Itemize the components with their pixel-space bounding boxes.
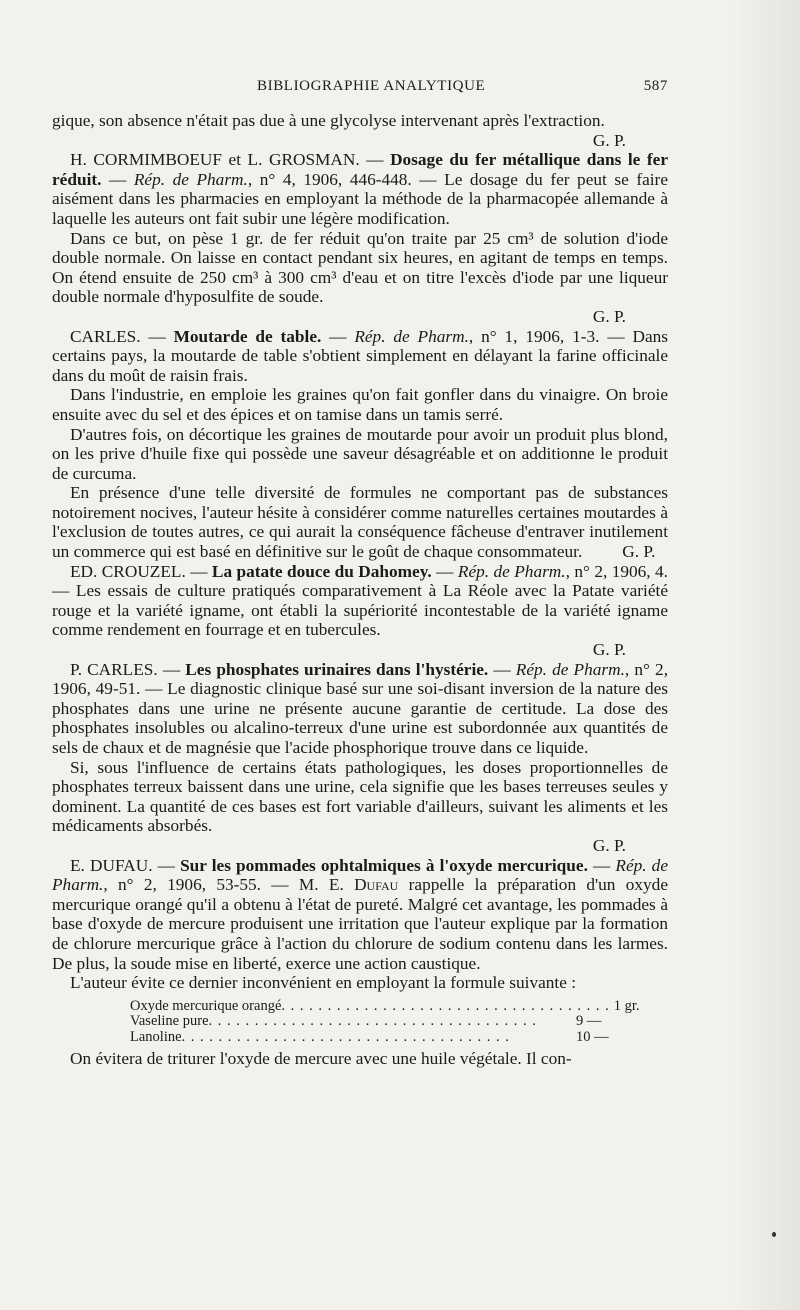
leader-dots: . . . . . . . . . . . . . . . . . . . . . . . . . . . . . . . . . . . .: [181, 1028, 510, 1045]
article-paragraph: [52, 483, 668, 561]
journal-ref: Rép. de Pharm.: [457, 561, 566, 581]
journal-ref: Rép. de Pharm.: [515, 659, 625, 679]
ingredient-name: Vaseline pure: [130, 1013, 209, 1030]
article-paragraph: Si, sous l'influence de certains états pathologiques, les doses proportionnelles de phosphates terreux baissent dans une urine, cela signifie que les bases terreuses seules y dominent. La quantité de ces bases est fort variable d'ailleurs, suivant les aliments et les médicaments absorbés.: [52, 757, 668, 836]
separator: —: [321, 326, 355, 346]
signature: G. P.: [592, 835, 626, 855]
journal-issue: , n° 2, 1906, 49-51. —: [52, 659, 669, 699]
separator: —: [101, 169, 134, 189]
formula-row: [130, 997, 640, 1015]
separator: —: [488, 659, 516, 679]
running-title: BIBLIOGRAPHIE ANALYTIQUE: [257, 78, 486, 94]
article-carles-moutarde: [52, 327, 668, 386]
article-title: La patate douce du Dahomey.: [211, 561, 432, 581]
article-text: Les essais de culture pratiqués comparativement à La Réole avec la Patate variété rouge et la variété igname, ont établi la supériorité incontestable de la variété igname comme rendement en fourrage et en tubercules.: [52, 581, 668, 640]
ink-speck: [772, 1232, 776, 1237]
article-author: E. DUFAU. —: [70, 855, 181, 875]
article-text: En présence d'une telle diversité de formules ne comportant pas de substances notoirement nocives, l'auteur hésite à considérer comme naturelles certaines moutardes à l'exclusion de toutes autres, ce qui aurait la conséquence fâcheuse d'entraver inutilement un commerce qui est basé en définitive sur le goût de chaque consommateur.: [52, 483, 668, 562]
journal-issue: , n° 1, 1906, 1-3. —: [468, 326, 633, 346]
journal-issue: , n° 2, 1906, 4. —: [52, 561, 668, 601]
article-author: H. CORMIMBOEUF et L. GROSMAN. —: [70, 150, 391, 170]
article-author: CARLES. —: [70, 326, 174, 346]
signature: G. P.: [592, 640, 626, 660]
page-edge-shadow: [730, 0, 800, 1310]
separator: —: [587, 855, 616, 875]
journal-ref: Rép. de Pharm.: [354, 326, 469, 346]
article-paragraph: Dans l'industrie, en emploie les graines qu'on fait gonfler dans du vinaigre. On broie ensuite avec du sel et des épices et on tamise dans un tamis serré.: [52, 385, 668, 424]
ingredient-qty: 1 gr.: [613, 997, 640, 1014]
author-name-smallcaps: Dufau: [354, 875, 399, 895]
article-text: Dans certains pays, la moutarde de table s'obtient simplement en délayant la farine officinale dans du moût de raisin frais.: [52, 326, 668, 385]
journal-issue: , n° 2, 1906, 53-55. — M. E.: [103, 875, 355, 895]
running-header: [52, 78, 668, 100]
signature: G. P.: [592, 130, 626, 150]
separator: —: [431, 561, 458, 581]
article-title: Les phosphates urinaires dans l'hystérie.: [185, 659, 489, 679]
journal-issue: , n° 4, 1906, 446-448. —: [247, 169, 445, 189]
article-paragraph: D'autres fois, on décortique les graines de moutarde pour avoir un produit plus blond, on les prive d'huile fixe qui possède une saveur désagréable et on additionne le produit de curcuma.: [52, 424, 668, 483]
formula-table: [130, 997, 640, 1046]
article-carles-phosphates: [52, 660, 668, 758]
signature: G. P.: [622, 542, 656, 562]
article-dufau: [52, 856, 668, 974]
formula-row: [130, 1030, 630, 1046]
article-crouzel: [52, 562, 668, 640]
journal-ref: Rép. de Pharm.: [133, 169, 248, 189]
article-paragraph: L'auteur évite ce dernier inconvénient en employant la formule suivante :: [70, 973, 576, 993]
article-author: ED. CROUZEL. —: [70, 561, 212, 581]
article-title: Sur les pommades ophtalmiques à l'oxyde mercurique.: [180, 855, 588, 875]
leader-dots: . . . . . . . . . . . . . . . . . . . . . . . . . . . . . . . . . . . .: [208, 1013, 537, 1030]
continued-paragraph: gique, son absence n'était pas due à une glycolyse intervenant après l'extraction.: [52, 111, 605, 130]
ingredient-name: Lanoline: [130, 1028, 182, 1045]
article-title: Moutarde de table.: [173, 326, 322, 346]
ingredient-name: Oxyde mercurique orangé: [130, 997, 282, 1014]
ingredient-qty: 10 —: [576, 1028, 609, 1045]
ingredient-qty: 9 —: [576, 1013, 602, 1030]
signature: G. P.: [592, 306, 626, 326]
formula-row: [130, 1014, 630, 1030]
journal-ref: Rép. de Pharm.: [52, 855, 668, 895]
article-cormimboeuf: [52, 150, 668, 228]
page-body: [52, 111, 668, 1069]
page-number: 587: [643, 78, 668, 94]
article-text: rappelle la préparation d'un oxyde mercurique orangé qu'il a obtenu à l'état de pureté. Malgré cet avantage, les pommades à base d'oxyde de mercure produisent une irritation que l'auteur explique par la formation de chlorure mercurique grâce à l'action du chlorure de sodium contenu dans les larmes. De plus, la soude mise en liberté, exerce une action caustique.: [52, 875, 668, 973]
article-paragraph: Dans ce but, on pèse 1 gr. de fer réduit qu'on traite par 25 cm³ de solution d'iode double normale. On laisse en contact pendant six heures, en agitant de temps en temps. On étend ensuite de 250 cm³ à 300 cm³ d'eau et on titre l'excès d'iode par une liqueur double normale d'hyposulfite de soude.: [52, 228, 668, 307]
article-paragraph: On évitera de triturer l'oxyde de mercure avec une huile végétale. Il con-: [70, 1049, 572, 1069]
article-text: Le diagnostic clinique basé sur une soi-disant inversion de la nature des phosphates dans une urine ne présente aucune garantie de certitude. La dose des phosphates insolubles ou alcalino-terreux d'une urine est subordonnée aux quantités de sels de chaux et de magnésie que l'acide phosphorique trouve dans ce liquide.: [52, 679, 668, 757]
leader-dots: . . . . . . . . . . . . . . . . . . . . . . . . . . . . . . . . . . . .: [281, 997, 610, 1014]
article-text: Le dosage du fer peut se faire aisément dans les pharmacies en employant la méthode de la pharmacopée allemande à laquelle les auteurs ont fait subir une légère modification.: [52, 169, 668, 228]
article-author: P. CARLES. —: [70, 659, 186, 679]
article-title: Dosage du fer métallique dans le fer réduit.: [52, 150, 668, 189]
